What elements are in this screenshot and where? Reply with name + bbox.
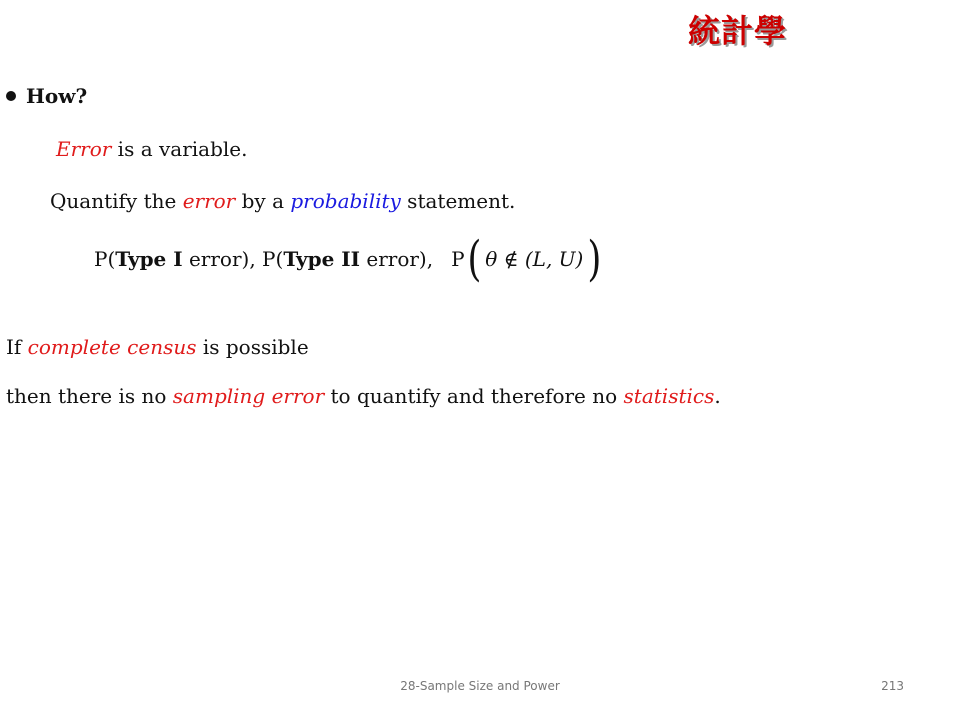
p3-prefix: P (451, 247, 465, 271)
p2-suffix: error), (360, 247, 434, 271)
quantify-error-term: error (182, 189, 236, 213)
probability-term: probability (290, 189, 401, 213)
conclusion-text-b: to quantify and therefore no (324, 384, 624, 408)
error-variable-line (56, 137, 247, 161)
bullet-text: How? (26, 84, 88, 108)
bullet-how (6, 84, 87, 108)
close-paren: ) (587, 231, 602, 287)
conclusion-line (6, 384, 721, 408)
type-i-label: Type I (115, 247, 183, 271)
quantify-line (50, 189, 515, 213)
census-text-a: If (6, 335, 28, 359)
error-term: Error (56, 137, 112, 161)
census-term: census (127, 335, 197, 359)
page-number: 213 (881, 679, 904, 693)
census-text-b: is possible (196, 335, 309, 359)
conclusion-text-a: then there is no (6, 384, 173, 408)
census-line (6, 335, 309, 359)
statistics-term: statistics (623, 384, 715, 408)
quantify-text-b: by a (235, 189, 291, 213)
type-ii-label: Type II (283, 247, 361, 271)
open-paren: ( (466, 231, 481, 287)
theta-expression: θ ∉ (L, U) (485, 247, 584, 271)
p2-prefix: P( (262, 247, 284, 271)
bullet-dot-icon (6, 91, 16, 101)
p1-suffix: error), (182, 247, 263, 271)
error-variable-text: is a variable. (111, 137, 248, 161)
p1-prefix: P( (94, 247, 116, 271)
quantify-text-c: statement. (400, 189, 516, 213)
footer-chapter: 28-Sample Size and Power (400, 679, 560, 693)
slide-title: 統計學 (688, 12, 788, 50)
probability-formula (94, 231, 604, 287)
complete-term: complete (27, 335, 121, 359)
sampling-error-term: sampling error (172, 384, 325, 408)
conclusion-text-c: . (714, 384, 721, 408)
quantify-text-a: Quantify the (50, 189, 183, 213)
